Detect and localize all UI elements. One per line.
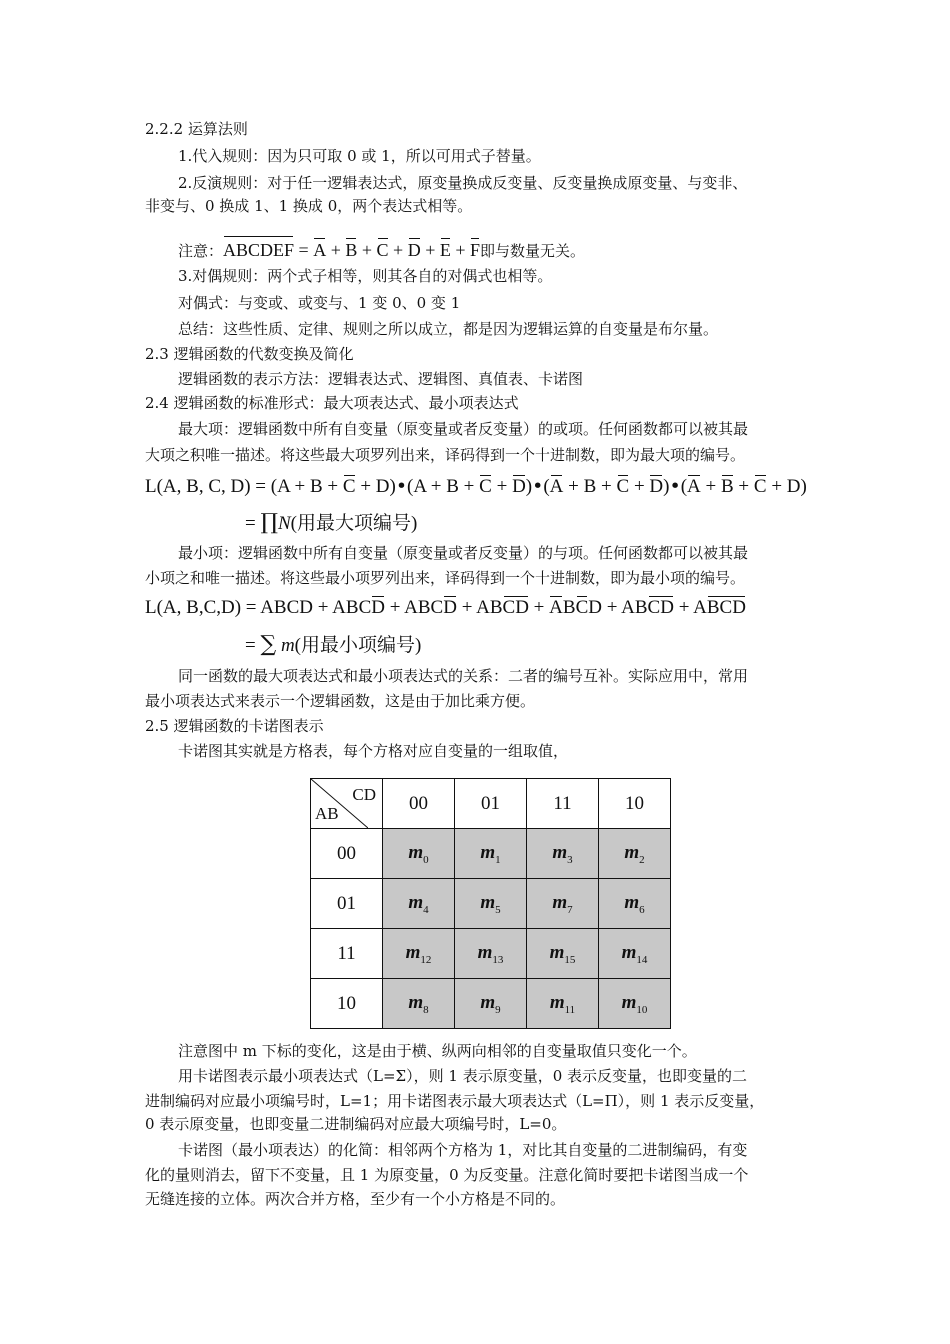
kmap-header-row bbox=[311, 779, 671, 829]
row-header: 10 bbox=[311, 979, 383, 1029]
rule-3: 3.对偶规则：两个式子相等，则其各自的对偶式也相等。 bbox=[178, 267, 553, 285]
kmap-cell: $m_6$ bbox=[599, 879, 671, 929]
kmap-cell: $m_5$ bbox=[455, 879, 527, 929]
col-header: 00 bbox=[383, 779, 455, 829]
col-header: 01 bbox=[455, 779, 527, 829]
row-header: 01 bbox=[311, 879, 383, 929]
kmap-row bbox=[311, 979, 671, 1029]
maxterm-line-2: 大项之积唯一描述。将这些最大项罗列出来，译码得到一个十进制数，即为最大项的编号。 bbox=[145, 446, 746, 464]
section-2-4: 2.4 逻辑函数的标准形式：最大项表达式、最小项表达式 bbox=[145, 394, 519, 412]
kmap-cell: $m_8$ bbox=[383, 979, 455, 1029]
kmap-cell: $m_9$ bbox=[455, 979, 527, 1029]
rule-2-line-1: 2.反演规则：对于任一逻辑表达式，原变量换成反变量、反变量换成原变量、与变非、 bbox=[178, 174, 748, 192]
dual-definition: 对偶式：与变或、或变与、1 变 0、0 变 1 bbox=[178, 294, 461, 312]
kmap-cell: $m_{12}$ bbox=[383, 929, 455, 979]
sum-notation: = ∑ m(用最小项编号) bbox=[245, 632, 422, 657]
para-1-line-2: 进制编码对应最小项编号时，L=1；用卡诺图表示最大项表达式（L=Π），则 1 表示反变量， bbox=[145, 1092, 765, 1110]
kmap-intro: 卡诺图其实就是方格表，每个方格对应自变量的一组取值， bbox=[178, 742, 569, 760]
para-2-line-1: 卡诺图（最小项表达）的化简：相邻两个方格为 1，对比其自变量的二进制编码，有变 bbox=[178, 1141, 748, 1159]
minterm-line-1: 最小项：逻辑函数中所有自变量（原变量或者反变量）的与项。任何函数都可以被其最 bbox=[178, 544, 749, 562]
kmap-cell: $m_2$ bbox=[599, 829, 671, 879]
karnaugh-map bbox=[310, 778, 671, 1029]
row-variable-label: AB bbox=[315, 804, 339, 823]
kmap-corner bbox=[311, 779, 383, 829]
rule-1: 1.代入规则：因为只可取 0 或 1，所以可用式子替量。 bbox=[178, 147, 541, 165]
para-1-line-1: 用卡诺图表示最小项表达式（L=Σ），则 1 表示原变量，0 表示反变量，也即变量的二 bbox=[178, 1067, 748, 1085]
maxterm-line-1: 最大项：逻辑函数中所有自变量（原变量或者反变量）的或项。任何函数都可以被其最 bbox=[178, 420, 749, 438]
kmap-cell: $m_{10}$ bbox=[599, 979, 671, 1029]
kmap-row bbox=[311, 929, 671, 979]
kmap-row bbox=[311, 829, 671, 879]
row-header: 11 bbox=[311, 929, 383, 979]
section-2-2-2: 2.2.2 运算法则 bbox=[145, 120, 248, 138]
kmap-cell: $m_{11}$ bbox=[527, 979, 599, 1029]
row-header: 00 bbox=[311, 829, 383, 879]
kmap-cell: $m_0$ bbox=[383, 829, 455, 879]
minterm-formula: L(A, B,C,D) = ABCD + ABCD + ABCD + ABCD + ABCD + ABCD + ABCD bbox=[145, 595, 746, 621]
para-2-line-2: 化的量则消去，留下不变量，且 1 为原变量，0 为反变量。注意化简时要把卡诺图当成一个 bbox=[145, 1166, 749, 1184]
kmap-cell: $m_4$ bbox=[383, 879, 455, 929]
para-1-line-3: 0 表示原变量，也即变量二进制编码对应最大项编号时，L=0。 bbox=[145, 1115, 567, 1133]
section-2-5: 2.5 逻辑函数的卡诺图表示 bbox=[145, 717, 324, 735]
relation-line-1: 同一函数的最大项表达式和最小项表达式的关系：二者的编号互补。实际应用中，常用 bbox=[178, 667, 749, 685]
minterm-line-2: 小项之和唯一描述。将这些最小项罗列出来，译码得到一个十进制数，即为最小项的编号。 bbox=[145, 569, 746, 587]
kmap-cell: $m_{14}$ bbox=[599, 929, 671, 979]
kmap-row bbox=[311, 879, 671, 929]
maxterm-formula: L(A, B, C, D) = (A + B + C + D)•(A + B + C + D)•(A + B + C + D)•(A + B + C + D) bbox=[145, 473, 807, 500]
kmap-cell: $m_{15}$ bbox=[527, 929, 599, 979]
section-2-3: 2.3 逻辑函数的代数变换及简化 bbox=[145, 345, 354, 363]
representation-methods: 逻辑函数的表示方法：逻辑表达式、逻辑图、真值表、卡诺图 bbox=[178, 370, 584, 388]
col-variable-label: CD bbox=[352, 785, 376, 804]
kmap-cell: $m_{13}$ bbox=[455, 929, 527, 979]
summary: 总结：这些性质、定律、规则之所以成立，都是因为逻辑运算的自变量是布尔量。 bbox=[178, 320, 719, 338]
kmap-cell: $m_3$ bbox=[527, 829, 599, 879]
product-notation: = ∏N(用最大项编号) bbox=[245, 510, 418, 535]
note-label: 注意： bbox=[178, 242, 224, 260]
col-header: 10 bbox=[599, 779, 671, 829]
note-tail: 即与数量无关。 bbox=[480, 242, 586, 260]
kmap-cell: $m_7$ bbox=[527, 879, 599, 929]
demorgan-formula: ABCDEF = A + B + C + D + E + F bbox=[223, 240, 480, 260]
para-2-line-3: 无缝连接的立体。两次合并方格，至少有一个小方格是不同的。 bbox=[145, 1190, 566, 1208]
kmap-cell: $m_1$ bbox=[455, 829, 527, 879]
col-header: 11 bbox=[527, 779, 599, 829]
relation-line-2: 最小项表达式来表示一个逻辑函数，这是由于加比乘方便。 bbox=[145, 692, 536, 710]
note-line bbox=[178, 235, 585, 263]
rule-2-line-2: 非变与、0 换成 1、1 换成 0，两个表达式相等。 bbox=[145, 197, 473, 215]
kmap-note: 注意图中 m 下标的变化，这是由于横、纵两向相邻的自变量取值只变化一个。 bbox=[178, 1042, 697, 1060]
